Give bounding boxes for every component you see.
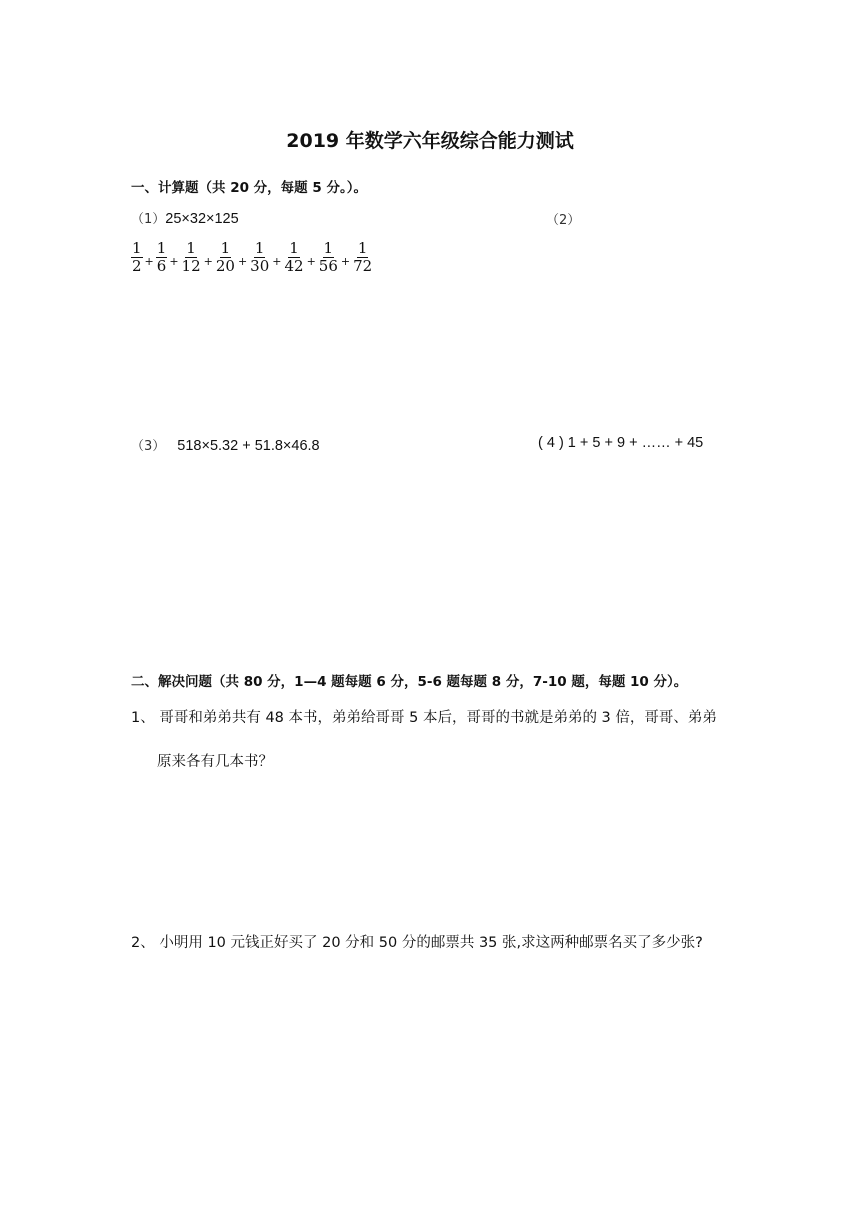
fraction-denominator: 42 bbox=[284, 257, 304, 275]
fraction bbox=[283, 240, 304, 275]
q1 bbox=[131, 208, 239, 227]
plus-sign: + bbox=[306, 255, 316, 268]
fraction-numerator: 1 bbox=[323, 239, 334, 257]
fraction-denominator: 30 bbox=[250, 257, 270, 275]
section2-heading: 二、解决问题（共 80 分，1—4 题每题 6 分，5-6 题每题 8 分，7-10 题，每题 10 分）。 bbox=[131, 674, 688, 690]
fraction-denominator: 6 bbox=[156, 257, 167, 275]
fraction bbox=[181, 240, 202, 275]
fraction bbox=[215, 240, 236, 275]
fraction-denominator: 12 bbox=[181, 257, 201, 275]
fraction bbox=[352, 240, 373, 275]
fraction bbox=[249, 240, 270, 275]
problem2: 2、 小明用 10 元钱正好买了 20 分和 50 分的邮票共 35 张,求这两种邮票名买了多少张? bbox=[131, 935, 703, 951]
q3-label: （3） bbox=[131, 439, 166, 454]
fraction-numerator: 1 bbox=[132, 239, 142, 257]
fraction-numerator: 1 bbox=[156, 239, 167, 257]
fraction-sum-expression bbox=[131, 240, 373, 275]
plus-sign: + bbox=[340, 255, 351, 268]
q1-label: （1） bbox=[131, 212, 166, 227]
fraction bbox=[318, 240, 339, 275]
fraction-numerator: 1 bbox=[254, 239, 265, 257]
q2-label: （2） bbox=[546, 213, 581, 228]
plus-sign: + bbox=[272, 255, 282, 268]
q4-expression: ( 4 ) 1 + 5 + 9 + …… + 45 bbox=[538, 435, 704, 451]
fraction-denominator: 2 bbox=[132, 257, 142, 275]
q3-expression: 518×5.32 + 51.8×46.8 bbox=[177, 438, 320, 454]
fraction-denominator: 72 bbox=[353, 257, 373, 275]
fraction-numerator: 1 bbox=[220, 239, 231, 257]
plus-sign: + bbox=[237, 255, 248, 268]
fraction-numerator: 1 bbox=[357, 239, 368, 257]
problem1-line2: 原来各有几本书？ bbox=[157, 754, 273, 770]
fraction-denominator: 20 bbox=[215, 257, 235, 275]
fraction bbox=[131, 240, 143, 275]
plus-sign: + bbox=[144, 255, 154, 268]
section1-heading: 一、计算题（共 20 分，每题 5 分。）。 bbox=[131, 180, 367, 196]
page-title: 2019 年数学六年级综合能力测试 bbox=[286, 130, 574, 152]
fraction-numerator: 1 bbox=[186, 239, 196, 257]
plus-sign: + bbox=[169, 255, 179, 268]
fraction bbox=[156, 240, 168, 275]
problem1-line1: 1、 哥哥和弟弟共有 48 本书，弟弟给哥哥 5 本后，哥哥的书就是弟弟的 3 倍，哥哥、弟弟 bbox=[131, 710, 717, 726]
fraction-denominator: 56 bbox=[318, 257, 338, 275]
q1-expression: 25×32×125 bbox=[165, 211, 239, 227]
q3 bbox=[131, 435, 320, 454]
plus-sign: + bbox=[203, 255, 213, 268]
fraction-numerator: 1 bbox=[289, 239, 299, 257]
